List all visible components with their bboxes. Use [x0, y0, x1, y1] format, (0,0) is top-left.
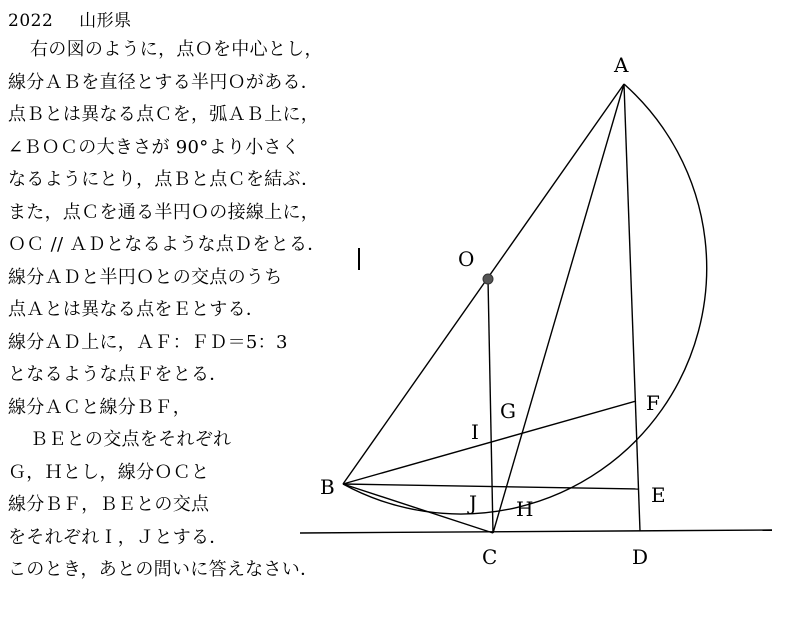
- problem-line: 線分ＢＦ，ＢＥとの交点: [8, 494, 210, 515]
- label-B: B: [320, 475, 335, 499]
- label-F: F: [646, 391, 660, 415]
- problem-line: となるような点Ｆをとる．: [8, 364, 228, 385]
- problem-line: をそれぞれＩ，Ｊとする．: [8, 526, 228, 548]
- segment-BF: [343, 401, 636, 484]
- problem-line: 線分ＡＤと半円Ｏとの交点のうち: [8, 266, 283, 288]
- problem-line: このとき，あとの問いに答えなさい．: [8, 559, 319, 580]
- problem-line: Ｇ，Ｈとし，線分ＯＣと: [8, 461, 210, 483]
- segment-AD: [624, 84, 640, 531]
- problem-line: ＯＣ // ＡＤとなるような点Ｄをとる．: [8, 234, 326, 255]
- exam-year: 2022: [8, 11, 54, 31]
- segment-BE: [343, 484, 638, 489]
- label-C: C: [482, 545, 498, 569]
- prefecture-name: 山形県: [79, 11, 132, 31]
- problem-line: なるようにとり，点Ｂと点Ｃを結ぶ．: [8, 169, 320, 190]
- problem-line: また，点Ｃを通る半円Ｏの接線上に，: [8, 201, 320, 223]
- label-E: E: [651, 483, 666, 507]
- label-G: G: [500, 399, 516, 423]
- problem-line: 右の図のように，点Ｏを中心とし，: [30, 39, 323, 60]
- problem-line: 点Ｂとは異なる点Ｃを，弧ＡＢ上に，: [8, 104, 320, 125]
- problem-line: 線分ＡＣと線分ＢＦ，: [8, 396, 191, 418]
- problem-line: ＢＥとの交点をそれぞれ: [30, 429, 232, 450]
- segment-AC: [493, 84, 624, 533]
- label-H: H: [516, 497, 534, 521]
- label-O: O: [458, 247, 475, 271]
- problem-line: 点Ａとは異なる点をＥとする．: [8, 299, 265, 320]
- problem-line: ∠ＢＯＣの大きさが 90°より小さく: [8, 136, 301, 158]
- segment-OC: [488, 279, 493, 533]
- center-point-O: [483, 274, 493, 284]
- label-A: A: [614, 53, 629, 77]
- label-I: I: [471, 420, 479, 444]
- problem-line: 線分ＡＢを直径とする半円Ｏがある．: [8, 71, 320, 93]
- label-J: J: [469, 491, 478, 515]
- segment-AB: [343, 84, 624, 484]
- semicircle-arc: [343, 84, 707, 514]
- tangent-line: [300, 530, 772, 533]
- label-D: D: [632, 545, 649, 569]
- problem-line: 線分ＡＤ上に，ＡＦ：ＦＤ＝5：3: [8, 331, 288, 353]
